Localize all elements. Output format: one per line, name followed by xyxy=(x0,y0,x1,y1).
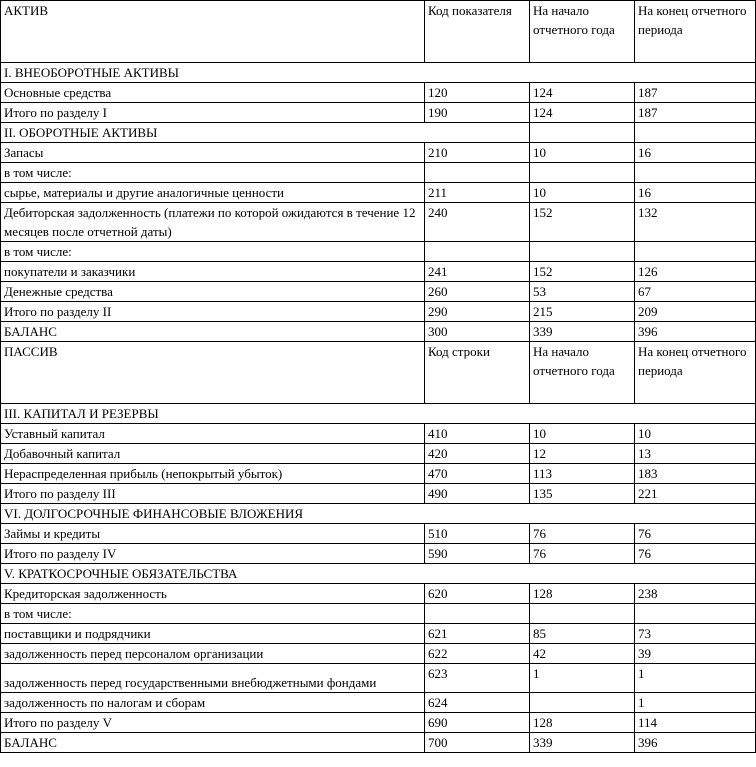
liability-header-start: На начало отчетного года xyxy=(530,342,635,404)
row-label: Дебиторская задолженность (платежи по которой ожидаются в течение 12 месяцев после отчетной даты) xyxy=(1,203,425,242)
row-code: 290 xyxy=(425,302,530,322)
row-end-value: 209 xyxy=(635,302,756,322)
row-label: поставщики и подрядчики xyxy=(1,624,425,644)
table-row xyxy=(1,183,756,203)
row-start-value: 135 xyxy=(530,484,635,504)
row-code xyxy=(425,242,530,262)
row-end-value: 76 xyxy=(635,544,756,564)
row-label: Нераспределенная прибыль (непокрытый убыток) xyxy=(1,464,425,484)
row-end-value: 73 xyxy=(635,624,756,644)
row-code: 190 xyxy=(425,103,530,123)
section-row xyxy=(1,63,756,83)
row-start-value xyxy=(530,242,635,262)
table-row xyxy=(1,604,756,624)
row-start-value: 1 xyxy=(530,664,635,693)
table-row xyxy=(1,282,756,302)
row-code: 300 xyxy=(425,322,530,342)
section-heading: VI. ДОЛГОСРОЧНЫЕ ФИНАНСОВЫЕ ВЛОЖЕНИЯ xyxy=(1,504,756,524)
row-label: Итого по разделу I xyxy=(1,103,425,123)
row-start-value xyxy=(530,163,635,183)
table-row xyxy=(1,584,756,604)
empty-cell xyxy=(635,123,756,143)
table-row xyxy=(1,644,756,664)
row-code: 260 xyxy=(425,282,530,302)
row-start-value: 339 xyxy=(530,322,635,342)
row-start-value: 339 xyxy=(530,733,635,753)
row-end-value: 1 xyxy=(635,693,756,713)
table-row xyxy=(1,693,756,713)
table-row xyxy=(1,143,756,163)
asset-header-code: Код показателя xyxy=(425,1,530,63)
row-end-value: 39 xyxy=(635,644,756,664)
row-start-value: 10 xyxy=(530,183,635,203)
row-label: в том числе: xyxy=(1,604,425,624)
row-code: 420 xyxy=(425,444,530,464)
section-row xyxy=(1,123,756,143)
section-heading: III. КАПИТАЛ И РЕЗЕРВЫ xyxy=(1,404,756,424)
row-label: Кредиторская задолженность xyxy=(1,584,425,604)
row-code: 240 xyxy=(425,203,530,242)
row-label: Основные средства xyxy=(1,83,425,103)
section-row xyxy=(1,504,756,524)
section-row xyxy=(1,564,756,584)
asset-header-start: На начало отчетного года xyxy=(530,1,635,63)
balance-sheet-body xyxy=(1,1,756,753)
liability-header-row xyxy=(1,342,756,404)
row-code: 241 xyxy=(425,262,530,282)
asset-header-end: На конец отчетного периода xyxy=(635,1,756,63)
table-row xyxy=(1,524,756,544)
row-code: 690 xyxy=(425,713,530,733)
table-row xyxy=(1,464,756,484)
row-end-value: 396 xyxy=(635,322,756,342)
row-label: Займы и кредиты xyxy=(1,524,425,544)
row-start-value: 152 xyxy=(530,262,635,282)
row-label: Итого по разделу II xyxy=(1,302,425,322)
row-code: 621 xyxy=(425,624,530,644)
row-end-value: 76 xyxy=(635,524,756,544)
row-end-value xyxy=(635,242,756,262)
row-end-value: 16 xyxy=(635,143,756,163)
row-label: в том числе: xyxy=(1,163,425,183)
table-row xyxy=(1,83,756,103)
section-heading: V. КРАТКОСРОЧНЫЕ ОБЯЗАТЕЛЬСТВА xyxy=(1,564,756,584)
row-code: 620 xyxy=(425,584,530,604)
row-code: 211 xyxy=(425,183,530,203)
table-row xyxy=(1,484,756,504)
row-start-value: 10 xyxy=(530,143,635,163)
table-row xyxy=(1,103,756,123)
row-start-value: 124 xyxy=(530,83,635,103)
row-start-value: 124 xyxy=(530,103,635,123)
table-row xyxy=(1,713,756,733)
row-end-value: 132 xyxy=(635,203,756,242)
row-label: Денежные средства xyxy=(1,282,425,302)
row-start-value xyxy=(530,604,635,624)
row-end-value: 67 xyxy=(635,282,756,302)
row-label: Запасы xyxy=(1,143,425,163)
row-end-value: 238 xyxy=(635,584,756,604)
row-code: 623 xyxy=(425,664,530,693)
row-start-value: 53 xyxy=(530,282,635,302)
row-code: 510 xyxy=(425,524,530,544)
row-end-value: 187 xyxy=(635,103,756,123)
row-end-value: 13 xyxy=(635,444,756,464)
table-row xyxy=(1,322,756,342)
row-start-value: 76 xyxy=(530,524,635,544)
liability-header-code: Код строки xyxy=(425,342,530,404)
row-start-value: 76 xyxy=(530,544,635,564)
row-label: задолженность перед государственными внебюджетными фондами xyxy=(1,664,425,693)
row-label: сырье, материалы и другие аналогичные ценности xyxy=(1,183,425,203)
row-code: 210 xyxy=(425,143,530,163)
row-label: Уставный капитал xyxy=(1,424,425,444)
row-label: БАЛАНС xyxy=(1,322,425,342)
asset-header-row xyxy=(1,1,756,63)
row-end-value: 114 xyxy=(635,713,756,733)
row-code: 410 xyxy=(425,424,530,444)
row-end-value: 10 xyxy=(635,424,756,444)
row-label: покупатели и заказчики xyxy=(1,262,425,282)
row-label: в том числе: xyxy=(1,242,425,262)
row-start-value: 215 xyxy=(530,302,635,322)
row-label: Итого по разделу III xyxy=(1,484,425,504)
row-end-value: 183 xyxy=(635,464,756,484)
section-heading: I. ВНЕОБОРОТНЫЕ АКТИВЫ xyxy=(1,63,756,83)
row-end-value: 1 xyxy=(635,664,756,693)
row-start-value: 85 xyxy=(530,624,635,644)
row-code: 120 xyxy=(425,83,530,103)
row-end-value: 126 xyxy=(635,262,756,282)
table-row xyxy=(1,424,756,444)
row-label: задолженность по налогам и сборам xyxy=(1,693,425,713)
row-start-value: 10 xyxy=(530,424,635,444)
table-row xyxy=(1,444,756,464)
row-code xyxy=(425,163,530,183)
row-label: Итого по разделу IV xyxy=(1,544,425,564)
empty-cell xyxy=(530,123,635,143)
table-row xyxy=(1,624,756,644)
row-code: 590 xyxy=(425,544,530,564)
row-code: 470 xyxy=(425,464,530,484)
row-code: 700 xyxy=(425,733,530,753)
row-end-value xyxy=(635,163,756,183)
row-label: БАЛАНС xyxy=(1,733,425,753)
table-row xyxy=(1,544,756,564)
table-row xyxy=(1,163,756,183)
asset-header-label: АКТИВ xyxy=(1,1,425,63)
row-start-value xyxy=(530,693,635,713)
table-row xyxy=(1,302,756,322)
row-start-value: 152 xyxy=(530,203,635,242)
table-row xyxy=(1,262,756,282)
row-code: 624 xyxy=(425,693,530,713)
row-end-value: 16 xyxy=(635,183,756,203)
row-code: 622 xyxy=(425,644,530,664)
table-row xyxy=(1,203,756,242)
table-row xyxy=(1,242,756,262)
section-heading: II. ОБОРОТНЫЕ АКТИВЫ xyxy=(1,123,530,143)
row-start-value: 12 xyxy=(530,444,635,464)
row-label: задолженность перед персоналом организации xyxy=(1,644,425,664)
row-end-value: 187 xyxy=(635,83,756,103)
row-start-value: 113 xyxy=(530,464,635,484)
table-row xyxy=(1,664,756,693)
row-code xyxy=(425,604,530,624)
row-label: Итого по разделу V xyxy=(1,713,425,733)
row-code: 490 xyxy=(425,484,530,504)
row-end-value: 221 xyxy=(635,484,756,504)
liability-header-label: ПАССИВ xyxy=(1,342,425,404)
liability-header-end: На конец отчетного периода xyxy=(635,342,756,404)
row-start-value: 128 xyxy=(530,584,635,604)
row-label: Добавочный капитал xyxy=(1,444,425,464)
row-start-value: 42 xyxy=(530,644,635,664)
row-end-value: 396 xyxy=(635,733,756,753)
section-row xyxy=(1,404,756,424)
row-start-value: 128 xyxy=(530,713,635,733)
row-end-value xyxy=(635,604,756,624)
table-row xyxy=(1,733,756,753)
